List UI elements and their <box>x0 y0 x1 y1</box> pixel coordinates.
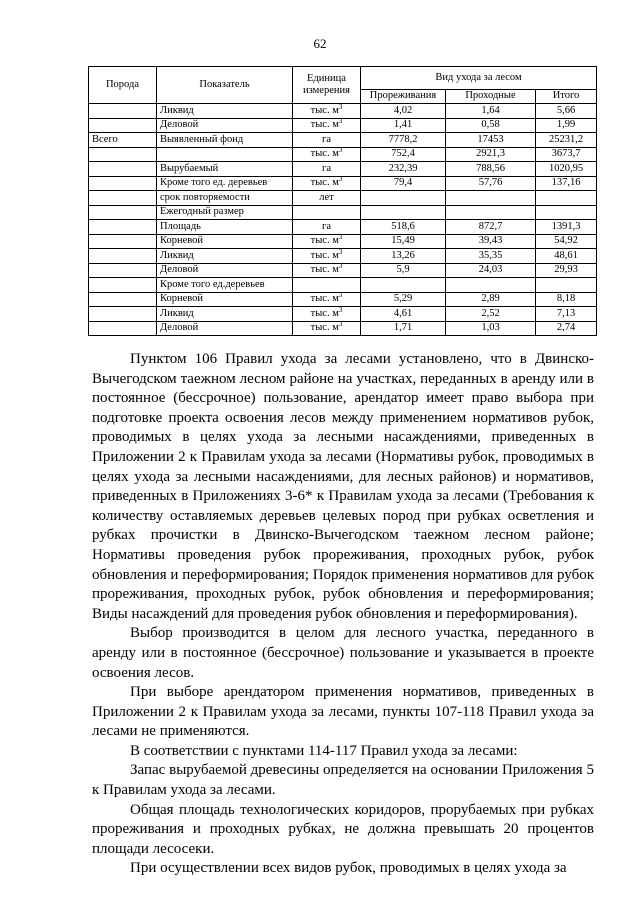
cell-indicator: Ликвид <box>157 249 293 264</box>
cell-pass-through: 2921,3 <box>446 147 536 162</box>
cell-pass-through <box>446 278 536 293</box>
cell-breed <box>89 263 157 278</box>
cell-unit: га <box>293 133 361 148</box>
cell-unit: тыс. $м^3$ <box>293 147 361 162</box>
cell-thinning: 232,39 <box>361 162 446 177</box>
cell-unit: лет <box>293 191 361 206</box>
cell-breed <box>89 292 157 307</box>
cell-indicator: срок повторяемости <box>157 191 293 206</box>
header-pass-through: Проходные <box>446 90 536 104</box>
cell-total: 137,16 <box>536 176 597 191</box>
cell-pass-through: 1,03 <box>446 321 536 336</box>
cell-total <box>536 205 597 220</box>
cell-unit: тыс. $м^3$ <box>293 307 361 322</box>
cell-unit: тыс. $м^3$ <box>293 176 361 191</box>
page-number: 62 <box>313 36 327 51</box>
cell-pass-through: 35,35 <box>446 249 536 264</box>
cell-total <box>536 278 597 293</box>
table-row <box>89 307 597 322</box>
cell-pass-through: 57,76 <box>446 176 536 191</box>
table-row <box>89 133 597 148</box>
table-row <box>89 147 597 162</box>
cell-pass-through <box>446 191 536 206</box>
cell-pass-through: 39,43 <box>446 234 536 249</box>
cell-unit: тыс. $м^3$ <box>293 292 361 307</box>
cell-thinning: 1,41 <box>361 118 446 133</box>
table-row <box>89 205 597 220</box>
cell-indicator: Ликвид <box>157 104 293 119</box>
cell-unit <box>293 205 361 220</box>
cell-breed <box>89 176 157 191</box>
cell-indicator: Ликвид <box>157 307 293 322</box>
cell-thinning: 1,71 <box>361 321 446 336</box>
cell-unit: га <box>293 162 361 177</box>
cell-breed <box>89 191 157 206</box>
cell-pass-through: 2,89 <box>446 292 536 307</box>
cell-breed <box>89 321 157 336</box>
cell-breed <box>89 249 157 264</box>
table-row <box>89 176 597 191</box>
cell-indicator: Площадь <box>157 220 293 235</box>
unit-superscript: 3 <box>338 234 343 241</box>
cell-breed <box>89 307 157 322</box>
cell-indicator: Кроме того ед.деревьев <box>157 278 293 293</box>
cell-thinning: 752,4 <box>361 147 446 162</box>
cell-total: 5,66 <box>536 104 597 119</box>
cell-total: 1020,95 <box>536 162 597 177</box>
header-care-type: Вид ухода за лесом <box>361 67 597 90</box>
header-total: Итого <box>536 90 597 104</box>
paragraph: Выбор производится в целом для лесного участка, переданного в аренду или в постоянное (бессрочное) пользование и указывается в проекте освоения лесов. <box>92 625 594 681</box>
unit-superscript: 3 <box>338 263 343 270</box>
header-thinning: Прореживания <box>361 90 446 104</box>
paragraph: При осуществлении всех видов рубок, проводимых в целях ухода за <box>130 860 567 877</box>
table-row <box>89 220 597 235</box>
paragraph: Запас вырубаемой древесины определяется на основании Приложения 5 к Правилам ухода за лесами. <box>92 762 594 799</box>
cell-breed <box>89 118 157 133</box>
cell-indicator: Корневой <box>157 292 293 307</box>
cell-breed <box>89 162 157 177</box>
table-row <box>89 321 597 336</box>
cell-total: 25231,2 <box>536 133 597 148</box>
header-breed: Порода <box>89 67 157 104</box>
table-row <box>89 104 597 119</box>
body-text <box>92 350 594 879</box>
cell-unit: тыс. $м^3$ <box>293 249 361 264</box>
cell-unit: тыс. $м^3$ <box>293 263 361 278</box>
cell-total: 3673,7 <box>536 147 597 162</box>
table-row <box>89 191 597 206</box>
cell-pass-through: 872,7 <box>446 220 536 235</box>
table-row <box>89 162 597 177</box>
cell-total: 1391,3 <box>536 220 597 235</box>
cell-indicator: Кроме того ед. деревьев <box>157 176 293 191</box>
header-indicator: Показатель <box>157 67 293 104</box>
cell-thinning: 5,9 <box>361 263 446 278</box>
cell-indicator: Ежегодный размер <box>157 205 293 220</box>
cell-thinning: 79,4 <box>361 176 446 191</box>
cell-indicator: Деловой <box>157 118 293 133</box>
cell-breed <box>89 278 157 293</box>
cell-indicator: Вырубаемый <box>157 162 293 177</box>
cell-pass-through: 17453 <box>446 133 536 148</box>
cell-unit: тыс. $м^3$ <box>293 234 361 249</box>
cell-breed <box>89 104 157 119</box>
paragraph: В соответствии с пунктами 114-117 Правил ухода за лесами: <box>130 742 518 759</box>
unit-superscript: 3 <box>338 103 343 111</box>
unit-superscript: 3 <box>338 306 343 314</box>
cell-unit: тыс. $м^3$ <box>293 321 361 336</box>
cell-indicator: Корневой <box>157 234 293 249</box>
cell-pass-through <box>446 205 536 220</box>
cell-total <box>536 191 597 206</box>
table-row <box>89 263 597 278</box>
table-row <box>89 249 597 264</box>
cell-thinning: 4,02 <box>361 104 446 119</box>
unit-superscript: 3 <box>338 147 343 154</box>
unit-superscript: 3 <box>338 176 343 183</box>
cell-indicator: Деловой <box>157 321 293 336</box>
cell-total: 2,74 <box>536 321 597 336</box>
paragraph: Общая площадь технологических коридоров, прорубаемых при рубках прореживания и проходных рубках, не должна превышать 20 процентов площади лесосеки. <box>92 801 594 857</box>
cell-total: 1,99 <box>536 118 597 133</box>
cell-breed <box>89 220 157 235</box>
unit-superscript: 3 <box>338 248 343 256</box>
table-row <box>89 118 597 133</box>
cell-pass-through: 1,64 <box>446 104 536 119</box>
cell-total: 8,18 <box>536 292 597 307</box>
paragraph: Пунктом 106 Правил ухода за лесами установлено, что в Двинско-Вычегодском таежном лесном районе на участках, переданных в аренду или в постоянное (бессрочное) пользование, арендатор имеет право выбора при подготовке проекта освоения лесов между применением нормативов рубок, проводимых в целях ухода за лесными насаждениями, приведенных в Приложении 2 к Правилам ухода за лесами (Нормативы рубок, проводимых в целях ухода за лесными насаждениями, для лесных районов) и нормативов, приведенных в Приложениях 3-6* к Правилам ухода за лесами (Требования к количеству оставляемых деревьев целевых пород при рубках осветления и рубках прочистки в Двинско-Вычегодском таежном лесном районе; Нормативы проведения рубок прореживания, проходных рубок, рубок обновления и переформирования; Порядок применения нормативов для рубок прореживания, проходных рубок, рубок обновления и переформирования; Виды насаждений для проведения рубок обновления и переформирования). <box>92 351 594 622</box>
cell-thinning: 4,61 <box>361 307 446 322</box>
cell-total: 54,92 <box>536 234 597 249</box>
cell-pass-through: 2,52 <box>446 307 536 322</box>
unit-superscript: 3 <box>338 321 343 328</box>
cell-total: 29,93 <box>536 263 597 278</box>
cell-thinning: 13,26 <box>361 249 446 264</box>
cell-pass-through: 24,03 <box>446 263 536 278</box>
cell-indicator <box>157 147 293 162</box>
cell-total: 7,13 <box>536 307 597 322</box>
unit-superscript: 3 <box>338 292 343 299</box>
table-row <box>89 234 597 249</box>
table-row <box>89 278 597 293</box>
table-row <box>89 292 597 307</box>
cell-indicator: Деловой <box>157 263 293 278</box>
cell-breed <box>89 234 157 249</box>
cell-indicator: Выявленный фонд <box>157 133 293 148</box>
cell-unit: тыс. $м^3$ <box>293 104 361 119</box>
cell-total: 48,61 <box>536 249 597 264</box>
cell-thinning <box>361 191 446 206</box>
cell-unit <box>293 278 361 293</box>
paragraph: При выборе арендатором применения нормативов, приведенных в Приложении 2 к Правилам ухода за лесами, пункты 107-118 Правил ухода за лесами не применяются. <box>92 684 594 740</box>
cell-pass-through: 0,58 <box>446 118 536 133</box>
forest-care-table <box>88 66 597 336</box>
cell-thinning: 5,29 <box>361 292 446 307</box>
header-unit: Единица измерения <box>293 67 361 104</box>
cell-unit: га <box>293 220 361 235</box>
cell-thinning: 7778,2 <box>361 133 446 148</box>
cell-unit: тыс. $м^3$ <box>293 118 361 133</box>
cell-pass-through: 788,56 <box>446 162 536 177</box>
cell-thinning: 15,49 <box>361 234 446 249</box>
unit-superscript: 3 <box>338 118 343 125</box>
cell-thinning <box>361 278 446 293</box>
cell-thinning: 518,6 <box>361 220 446 235</box>
cell-breed <box>89 147 157 162</box>
cell-breed: Всего <box>89 133 157 148</box>
cell-breed <box>89 205 157 220</box>
cell-thinning <box>361 205 446 220</box>
